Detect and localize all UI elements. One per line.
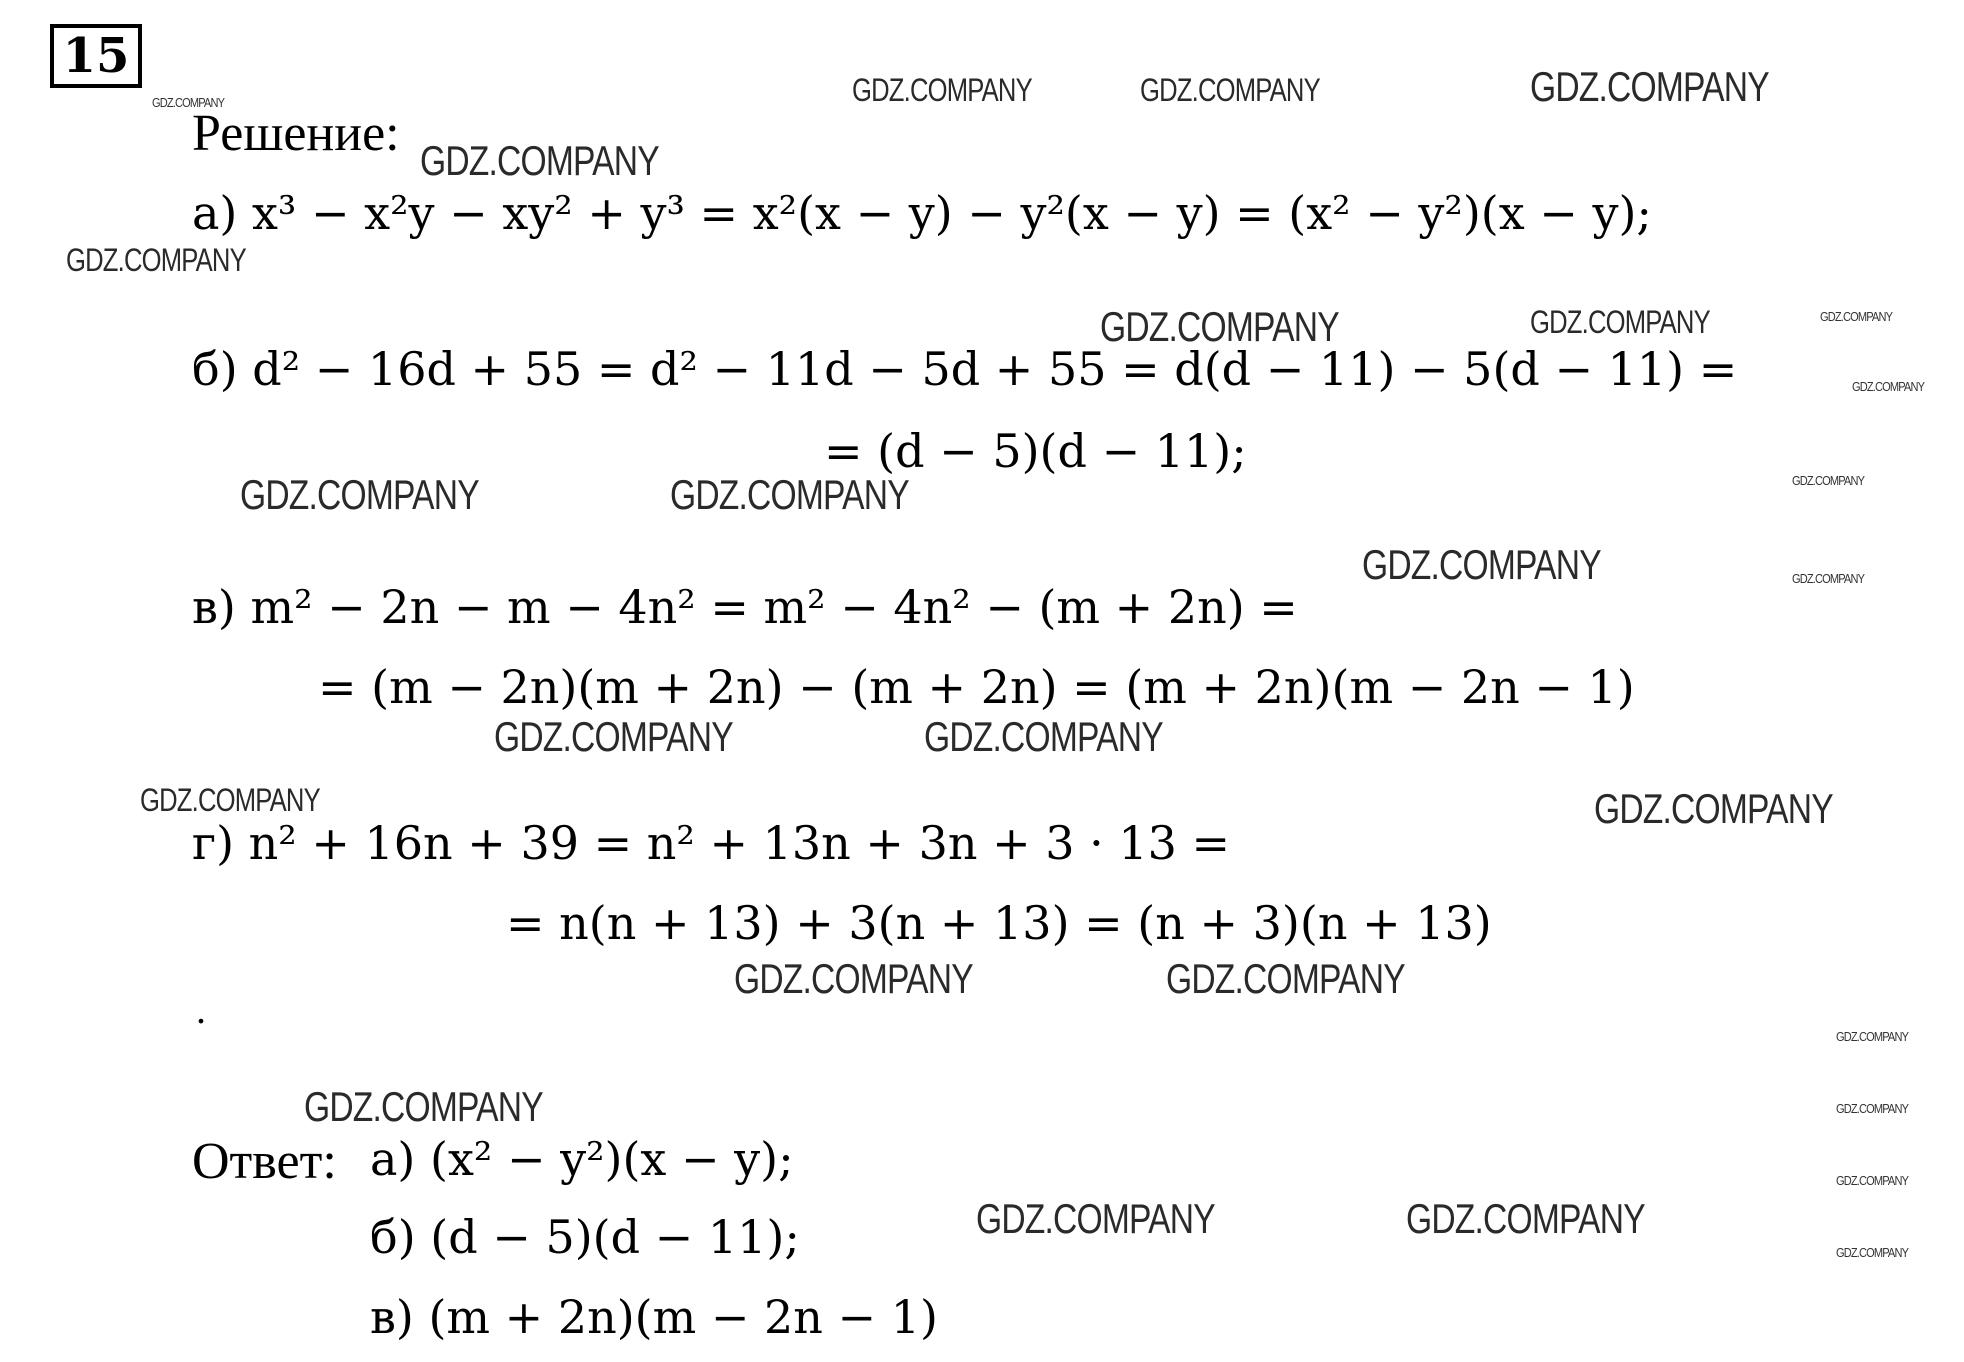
solution-line-g1: г) n² + 16n + 39 = n² + 13n + 3n + 3 · 13 = [192, 816, 1231, 870]
stray-dot: . [196, 987, 206, 1032]
watermark: GDZ.COMPANY [152, 95, 225, 110]
watermark: GDZ.COMPANY [1820, 309, 1893, 324]
watermark: GDZ.COMPANY [734, 955, 973, 1002]
answer-item-v: в) (m + 2n)(m − 2n − 1) [370, 1290, 938, 1344]
watermark: GDZ.COMPANY [1406, 1195, 1645, 1242]
watermark: GDZ.COMPANY [140, 782, 320, 818]
watermark: GDZ.COMPANY [1166, 955, 1405, 1002]
watermark: GDZ.COMPANY [1140, 72, 1320, 108]
watermark: GDZ.COMPANY [1836, 1101, 1909, 1116]
answer-item-a: а) (x² − y²)(x − y); [370, 1132, 794, 1186]
watermark: GDZ.COMPANY [66, 242, 246, 278]
task-number-box: 15 [50, 24, 142, 88]
watermark: GDZ.COMPANY [1792, 571, 1865, 586]
answer-label: Ответ: [192, 1133, 337, 1190]
watermark: GDZ.COMPANY [1852, 379, 1925, 394]
watermark: GDZ.COMPANY [1594, 785, 1833, 832]
solution-line-b2: = (d − 5)(d − 11); [824, 424, 1247, 478]
watermark: GDZ.COMPANY [1530, 63, 1769, 110]
watermark: GDZ.COMPANY [670, 471, 909, 518]
watermark: GDZ.COMPANY [494, 713, 733, 760]
watermark: GDZ.COMPANY [304, 1083, 543, 1130]
watermark: GDZ.COMPANY [1836, 1245, 1909, 1260]
solution-line-b1: б) d² − 16d + 55 = d² − 11d − 5d + 55 = d(d − 11) − 5(d − 11) = [192, 342, 1738, 396]
watermark: GDZ.COMPANY [1836, 1173, 1909, 1188]
watermark: GDZ.COMPANY [420, 137, 659, 184]
solution-line-a: а) x³ − x²y − xy² + y³ = x²(x − y) − y²(x − y) = (x² − y²)(x − y); [192, 186, 1652, 240]
watermark: GDZ.COMPANY [1530, 304, 1710, 340]
watermark: GDZ.COMPANY [852, 72, 1032, 108]
solution-line-v2: = (m − 2n)(m + 2n) − (m + 2n) = (m + 2n)(m − 2n − 1) [318, 660, 1635, 714]
solution-line-v1: в) m² − 2n − m − 4n² = m² − 4n² − (m + 2n) = [192, 580, 1298, 634]
watermark: GDZ.COMPANY [1100, 303, 1339, 350]
watermark: GDZ.COMPANY [924, 713, 1163, 760]
watermark: GDZ.COMPANY [1792, 473, 1865, 488]
watermark: GDZ.COMPANY [1362, 541, 1601, 588]
watermark: GDZ.COMPANY [240, 471, 479, 518]
solution-line-g2: = n(n + 13) + 3(n + 13) = (n + 3)(n + 13) [506, 896, 1492, 950]
solution-heading: Решение: [192, 105, 400, 162]
watermark: GDZ.COMPANY [1836, 1029, 1909, 1044]
watermark: GDZ.COMPANY [976, 1195, 1215, 1242]
answer-item-b: б) (d − 5)(d − 11); [370, 1210, 800, 1264]
